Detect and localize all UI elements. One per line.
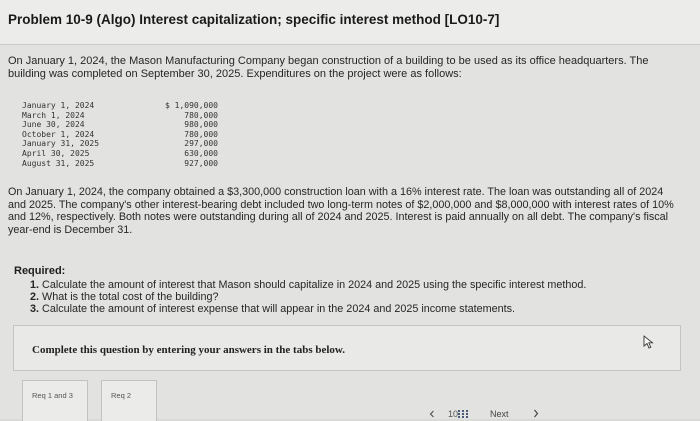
page-number: 10 bbox=[448, 409, 459, 419]
instructions-box bbox=[13, 325, 681, 371]
chevron-left-icon[interactable] bbox=[428, 410, 436, 418]
tab-label: Req 1 and 3 bbox=[32, 391, 73, 400]
pager bbox=[420, 409, 690, 421]
required-item-text: Calculate the amount of interest that Mason should capitalize in 2024 and 2025 using the specific interest method. bbox=[42, 279, 587, 291]
required-item-text: Calculate the amount of interest expense that will appear in the 2024 and 2025 income statements. bbox=[42, 303, 515, 315]
expenditures-table bbox=[22, 101, 218, 168]
required-item-number: 1. bbox=[30, 279, 40, 291]
expenditure-date: August 31, 2025 bbox=[22, 158, 95, 168]
tab-req-2[interactable] bbox=[101, 380, 157, 421]
tab-label: Req 2 bbox=[111, 391, 132, 400]
expenditure-date: January 31, 2025 bbox=[22, 139, 100, 149]
expenditure-row bbox=[22, 101, 218, 111]
expenditure-amount: 980,000 bbox=[184, 120, 218, 130]
required-item-number: 2. bbox=[30, 291, 40, 303]
page-title: Problem 10-9 (Algo) Interest capitalization; specific interest method [LO10-7] bbox=[8, 12, 500, 27]
loan-description: On January 1, 2024, the company obtained a $3,300,000 construction loan with a 16% interest rate. The loan was outstanding all of 2024 and 2025. The company's other interest-bearing debt included two long-term notes of $2,000,000 and $8,000,000 with interest rates of 10% and 12%, respectively. Both notes were outstanding during all of 2024 and 2025. Interest is paid annually on all debt. The company's fiscal year-end is December 31. bbox=[8, 186, 674, 236]
chevron-right-icon[interactable] bbox=[532, 409, 540, 418]
required-item bbox=[30, 279, 670, 291]
expenditure-date: June 30, 2024 bbox=[22, 120, 85, 130]
tab-req-1-and-3[interactable] bbox=[22, 380, 88, 421]
expenditure-amount: 780,000 bbox=[184, 110, 218, 120]
required-item-number: 3. bbox=[30, 303, 40, 315]
expenditure-amount: 780,000 bbox=[184, 129, 218, 139]
instructions-text: Complete this question by entering your answers in the tabs below. bbox=[32, 344, 346, 356]
expenditure-date: January 1, 2024 bbox=[22, 101, 95, 110]
expenditure-row bbox=[22, 159, 218, 169]
problem-content bbox=[0, 45, 700, 419]
required-item bbox=[30, 303, 670, 315]
expenditure-row bbox=[22, 149, 218, 159]
expenditure-row bbox=[22, 120, 218, 130]
required-heading: Required: bbox=[14, 265, 66, 277]
required-list bbox=[30, 279, 670, 315]
required-item-text: What is the total cost of the building? bbox=[42, 291, 219, 303]
next-button[interactable]: Next bbox=[490, 409, 509, 419]
problem-intro: On January 1, 2024, the Mason Manufacturing Company began construction of a building to be used as its office headquarters. The building was completed on September 30, 2025. Expenditures on the project were as follows: bbox=[8, 55, 649, 80]
expenditure-amount: $ 1,090,000 bbox=[165, 101, 218, 110]
expenditure-row bbox=[22, 130, 218, 140]
title-bar bbox=[0, 0, 700, 45]
expenditure-row bbox=[22, 139, 218, 149]
expenditure-row bbox=[22, 111, 218, 121]
expenditure-amount: 630,000 bbox=[184, 148, 218, 158]
mouse-cursor-icon bbox=[643, 335, 655, 349]
grid-icon[interactable] bbox=[458, 410, 468, 418]
expenditure-date: October 1, 2024 bbox=[22, 129, 95, 139]
expenditure-amount: 297,000 bbox=[184, 139, 218, 149]
expenditure-date: April 30, 2025 bbox=[22, 148, 90, 158]
expenditure-date: March 1, 2024 bbox=[22, 110, 85, 120]
required-item bbox=[30, 291, 670, 303]
expenditure-amount: 927,000 bbox=[184, 158, 218, 168]
